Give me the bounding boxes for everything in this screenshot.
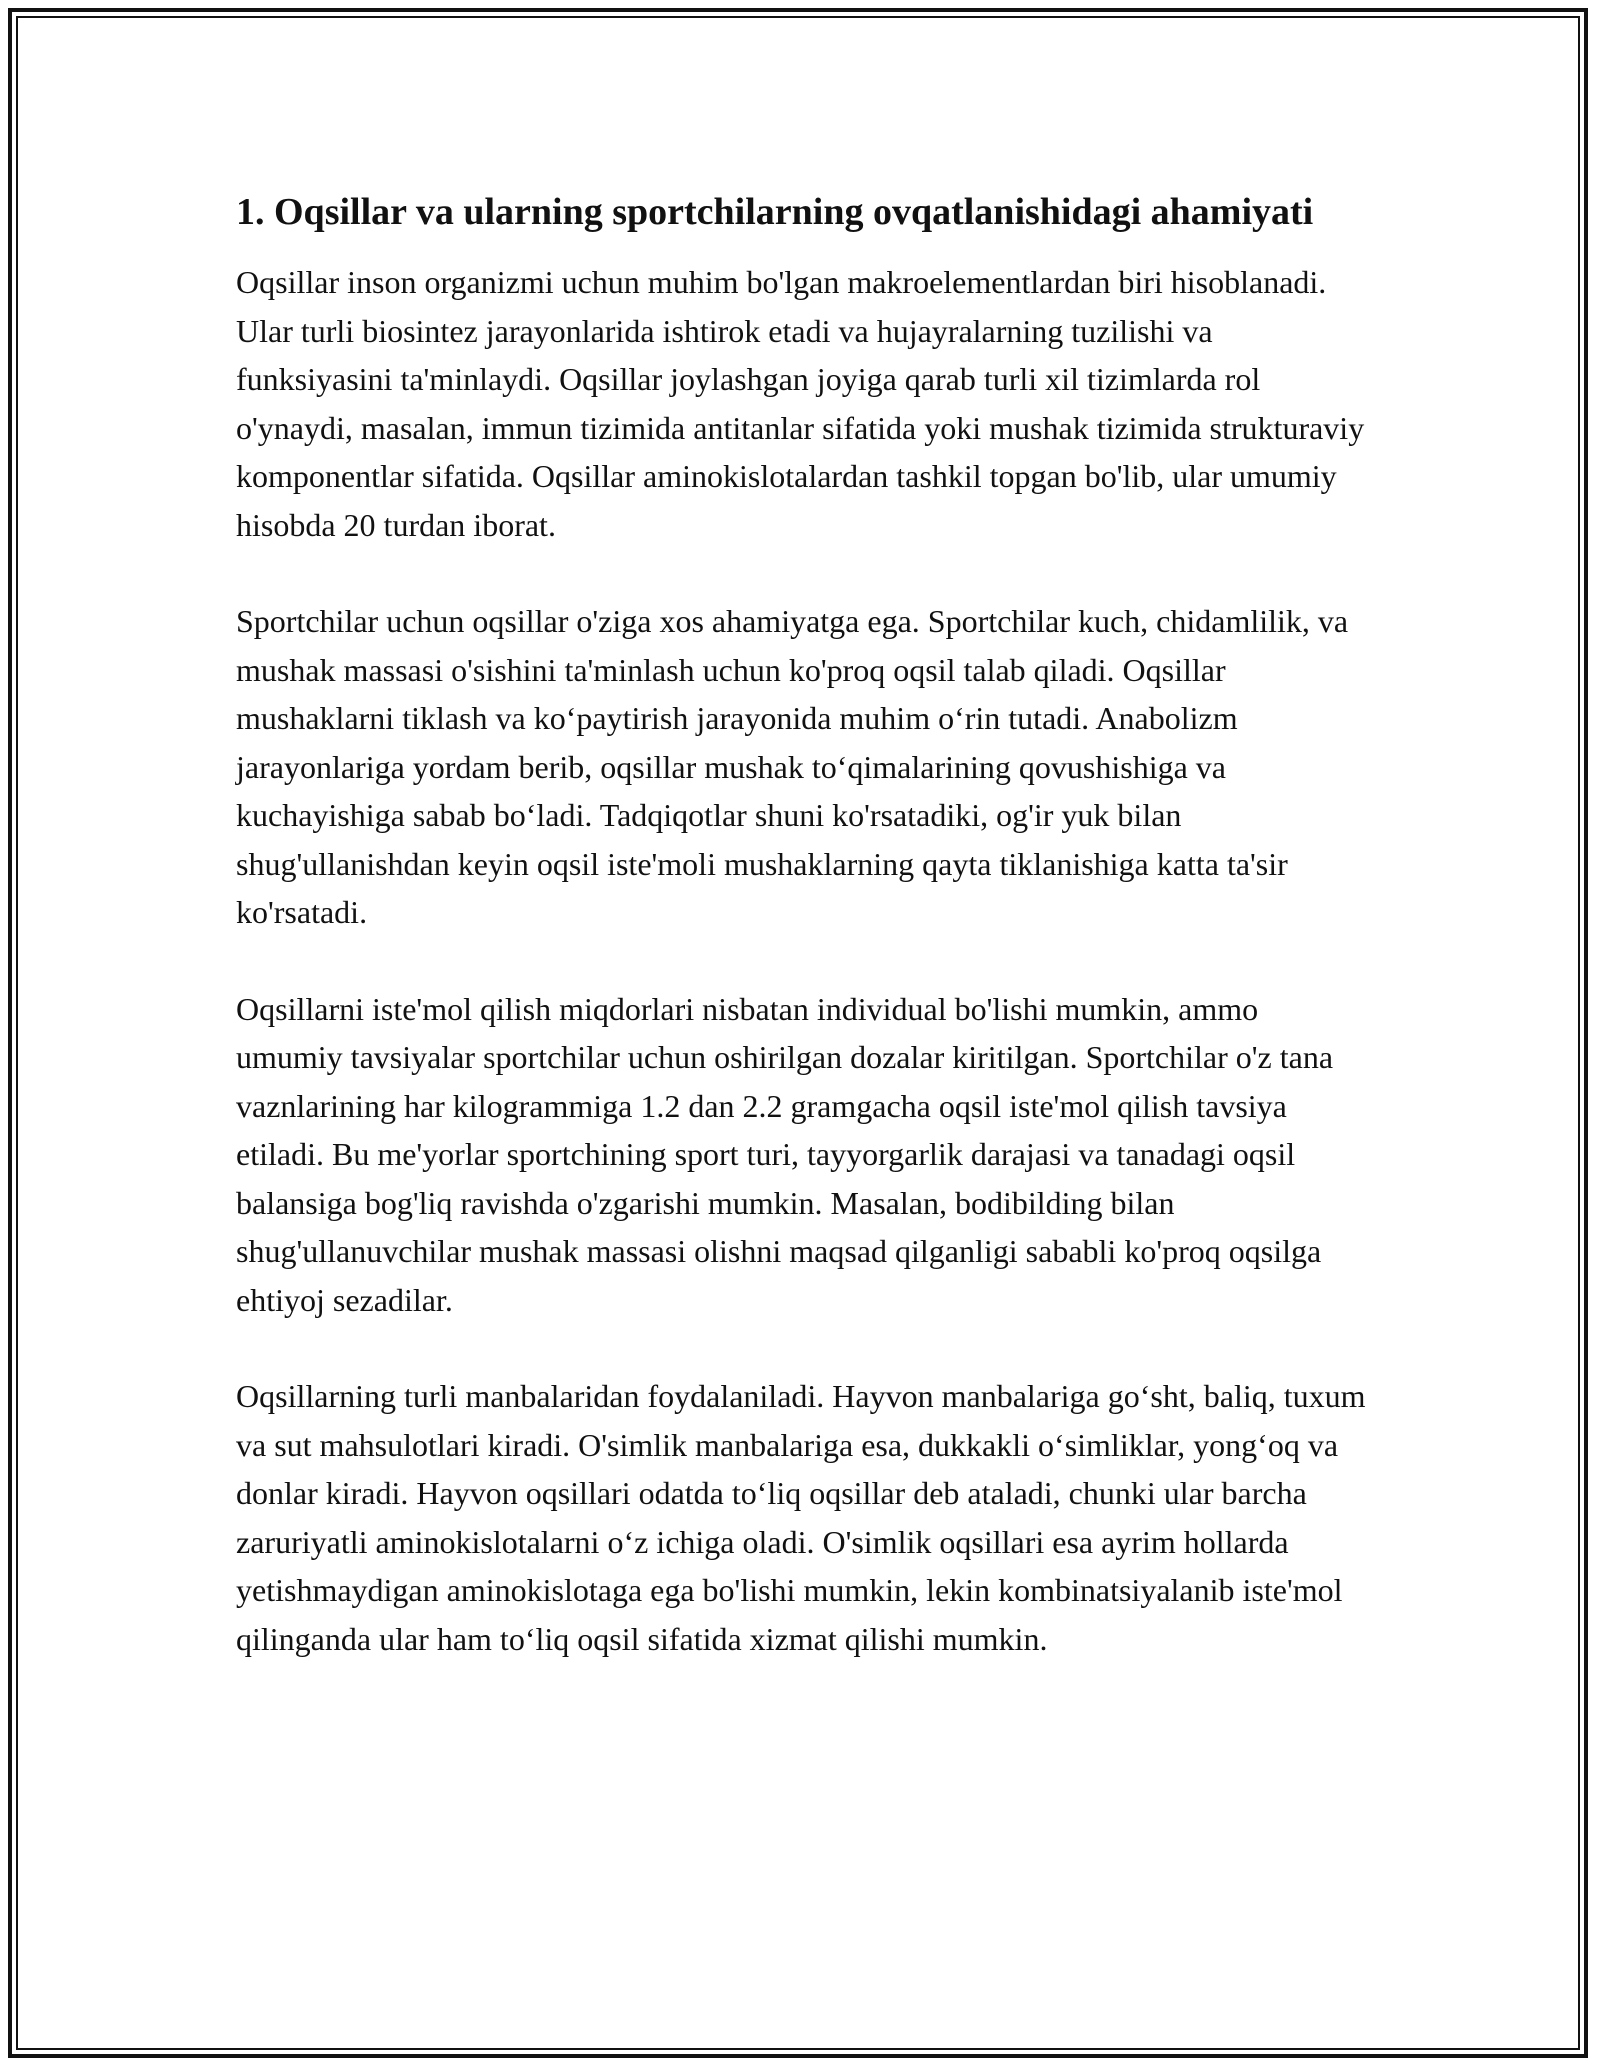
section-heading: 1. Oqsillar va ularning sportchilarning ovqatlanishidagi ahamiyati (236, 191, 1314, 233)
paragraph-1: Oqsillar inson organizmi uchun muhim bo'lgan makroelementlardan biri hisoblanadi. Ular turli biosintez jarayonlarida ishtirok etadi va hujayralarning tuzilishi va funksiyasini ta'minlaydi. Oqsillar joylashgan joyiga qarab turli xil tizimlarda rol o'ynaydi, masalan, immun tizimida antitanlar sifatida yoki mushak tizimida strukturaviy komponentlar sifatida. Oqsillar aminokislotalardan tashkil topgan bo'lib, ular umumiy hisobda 20 turdan iborat. (236, 264, 1365, 543)
paragraph-2: Sportchilar uchun oqsillar o'ziga xos ahamiyatga ega. Sportchilar kuch, chidamlilik, va mushak massasi o'sishini ta'minlash uchun ko'proq oqsil talab qiladi. Oqsillar mushaklarni tiklash va ko‘paytirish jarayonida muhim o‘rin tutadi. Anabolizm jarayonlariga yordam berib, oqsillar mushak to‘qimalarining qovushishiga va kuchayishiga sabab bo‘ladi. Tadqiqotlar shuni ko'rsatadiki, og'ir yuk bilan shug'ullanishdan keyin oqsil iste'moli mushaklarning qayta tiklanishiga katta ta'sir ko'rsatadi. (236, 603, 1349, 930)
paragraph-4: Oqsillarning turli manbalaridan foydalaniladi. Hayvon manbalariga go‘sht, baliq, tuxum va sut mahsulotlari kiradi. O'simlik manbalariga esa, dukkakli o‘simliklar, yong‘oq va donlar kiradi. Hayvon oqsillari odatda to‘liq oqsillar deb ataladi, chunki ular barcha zaruriyatli aminokislotalarni o‘z ichiga oladi. O'simlik oqsillari esa ayrim hollarda yetishmaydigan aminokislotaga ega bo'lishi mumkin, lekin kombinatsiyalanib iste'mol qilinganda ular ham to‘liq oqsil sifatida xizmat qilishi mumkin. (236, 1378, 1366, 1657)
document-body (236, 185, 1366, 1711)
paragraph-3: Oqsillarni iste'mol qilish miqdorlari nisbatan individual bo'lishi mumkin, ammo umumiy tavsiyalar sportchilar uchun oshirilgan dozalar kiritilgan. Sportchilar o'z tana vaznlarining har kilogrammiga 1.2 dan 2.2 gramgacha oqsil iste'mol qilish tavsiya etiladi. Bu me'yorlar sportchining sport turi, tayyorgarlik darajasi va tanadagi oqsil balansiga bog'liq ravishda o'zgarishi mumkin. Masalan, bodibilding bilan shug'ullanuvchilar mushak massasi olishni maqsad qilganligi sababli ko'proq oqsilga ehtiyoj sezadilar. (236, 990, 1334, 1318)
